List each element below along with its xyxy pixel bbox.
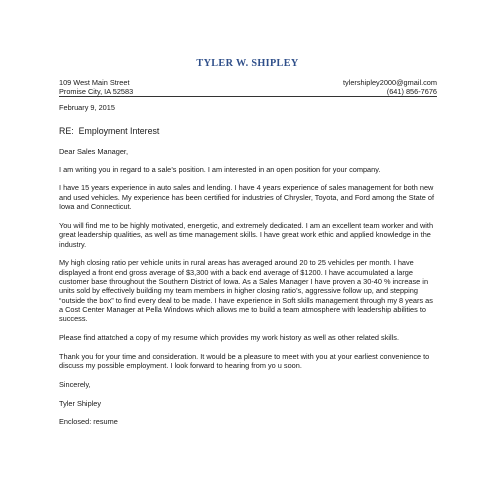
paragraph-experience: I have 15 years experience in auto sales and lending. I have 4 years experience of sales management for both new and used vehicles. My experience has been certified for industries of Chrysler, Toyota, and Ford among the State of Iowa and Connecticut. — [59, 183, 435, 212]
letter-body — [59, 103, 438, 435]
signature: Tyler Shipley — [59, 398, 102, 408]
address-line-2: Promise City, IA 52583 — [59, 87, 134, 97]
paragraph-performance: My high closing ratio per vehicle units in rural areas has averaged around 20 to 25 vehicles per month. I have displayed a front end gross average of $3,300 with a back end average of $1200. I have accumulated a large customer base throughout the Southern District of Iowa. As a Sales Manager I have proven a 30-40 % increase in units sold by effectively building my team members in higher closing ratio’s, aggressive follow up, and stepping “outside the box” to find every deal to be made. I have experience in Soft skills management through my 8 years as a Cost Center Manager at Pella Windows which allows me to build a team atmosphere with leadership abilities to success. — [59, 258, 433, 324]
enclosure-line: Enclosed: resume — [59, 416, 118, 426]
letter-date: February 9, 2015 — [59, 103, 115, 112]
subject-text: Employment Interest — [78, 126, 160, 137]
salutation: Dear Sales Manager, — [59, 147, 128, 157]
email-address: tylershipley2000@gmail.com — [343, 78, 437, 87]
sender-name: TYLER W. SHIPLEY — [196, 58, 299, 69]
subject-line — [59, 126, 438, 137]
closing: Sincerely, — [59, 380, 91, 390]
phone-number: (641) 856-7676 — [386, 87, 437, 97]
contact-block — [59, 78, 437, 97]
paragraph-intro: I am writing you in regard to a sale’s position. I am interested in an open position for your company. — [59, 164, 381, 174]
paragraph-resume: Please find attatched a copy of my resume which provides my work history as well as other related skills. — [59, 333, 399, 343]
subject-label: RE: — [59, 126, 74, 137]
paragraph-thanks: Thank you for your time and consideration. It would be a pleasure to meet with you at your earliest convenience to discuss my possible employment. I look forward to hearing from yo u soon. — [59, 352, 430, 371]
header-divider — [59, 96, 437, 97]
paragraph-qualities: You will find me to be highly motivated, energetic, and extremely dedicated. I am an excellent team worker and with great leadership qualities, as well as time management skills. I have great work ethic and applied knowledge in the industry. — [59, 220, 434, 249]
contact-row-1 — [59, 78, 437, 87]
address-line-1: 109 West Main Street — [59, 78, 130, 87]
